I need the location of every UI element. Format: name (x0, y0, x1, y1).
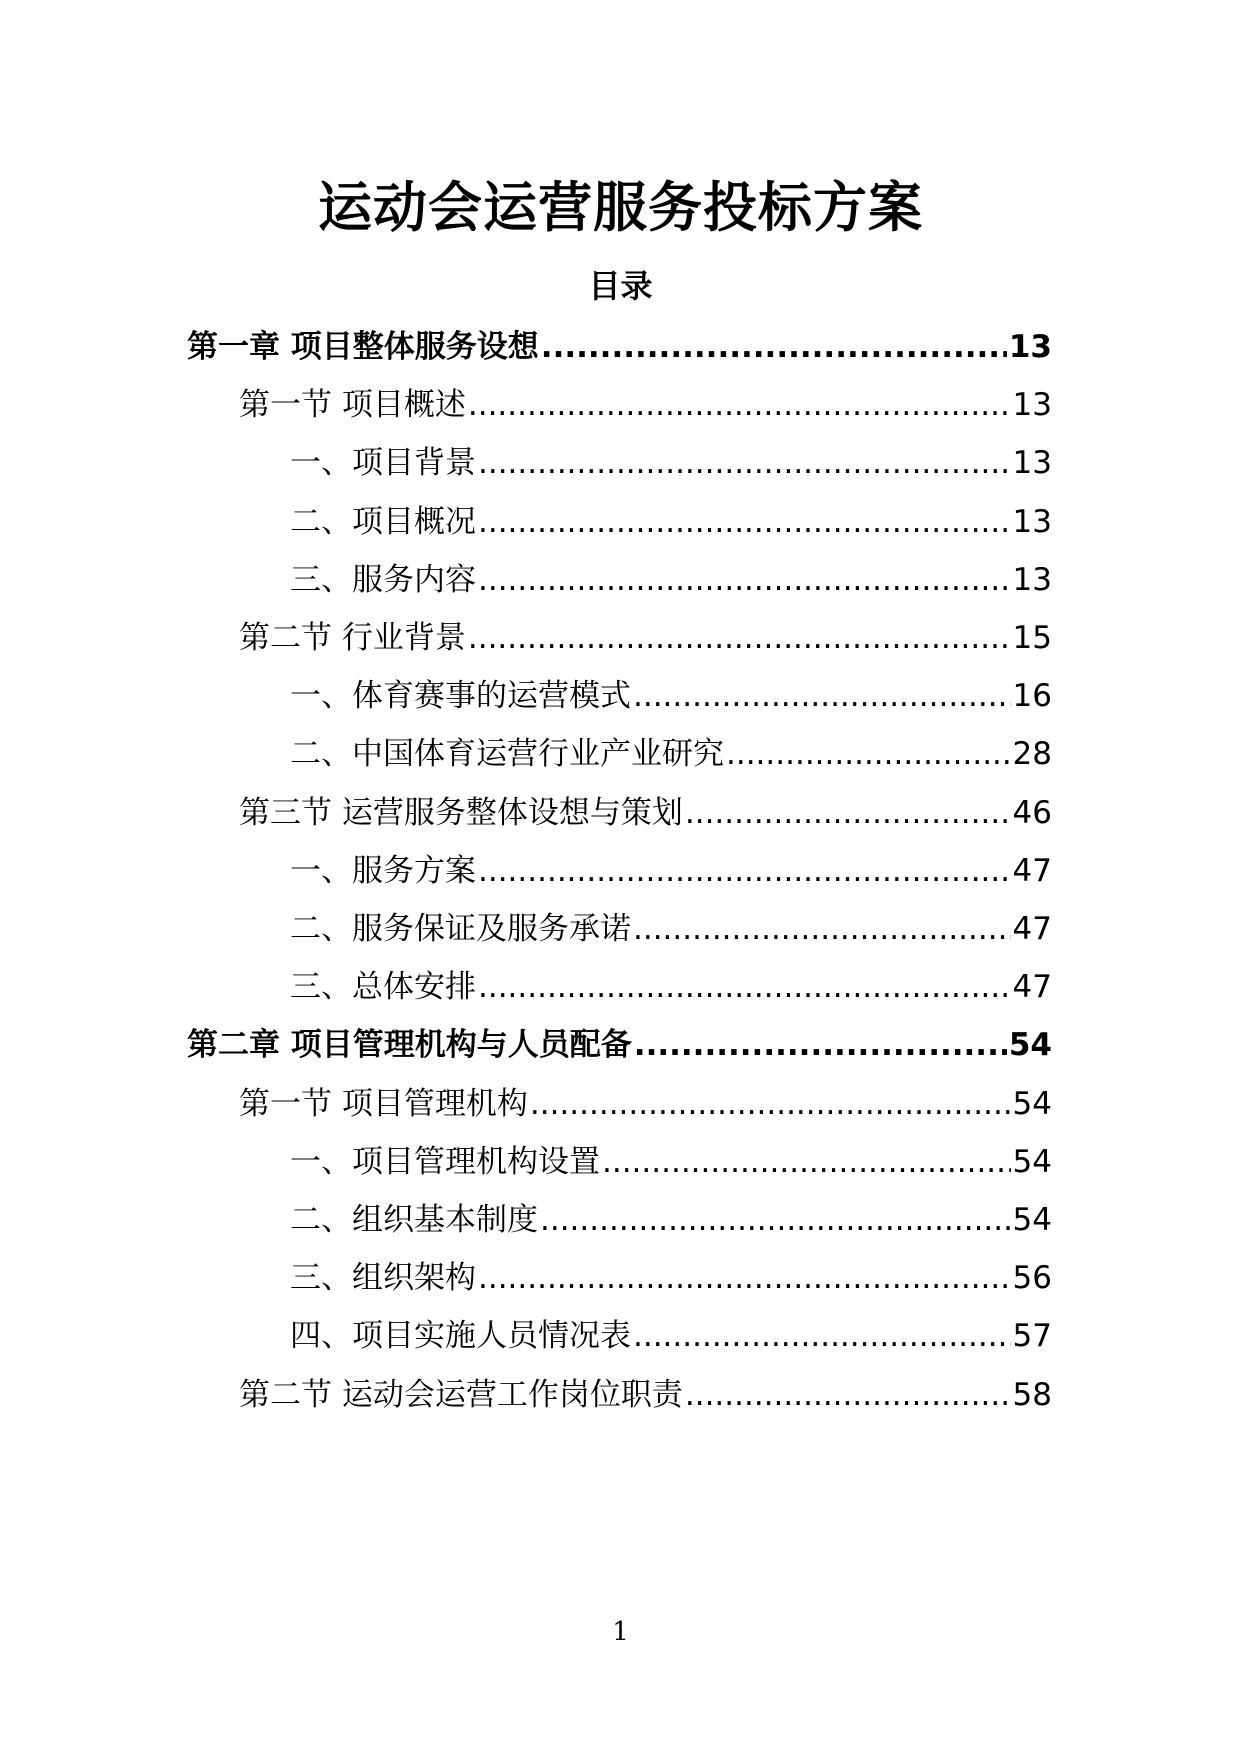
toc-dot-leader (726, 729, 1011, 779)
toc-entry-label: 二、中国体育运营行业产业研究 (290, 736, 724, 773)
toc-entry-label: 三、组织架构 (290, 1260, 476, 1297)
toc-entry[interactable] (290, 1311, 1052, 1361)
toc-entry[interactable] (290, 729, 1052, 779)
toc-dot-leader (478, 438, 1011, 488)
toc-entry-label: 三、服务内容 (290, 561, 476, 598)
toc-entry-label: 第一节 项目管理机构 (239, 1085, 528, 1122)
toc-entry[interactable] (290, 497, 1052, 547)
toc-dot-leader (468, 380, 1011, 430)
toc-entry-page-number: 56 (1012, 1260, 1052, 1297)
toc-entry-page-number: 47 (1012, 852, 1052, 889)
toc-dot-leader (478, 962, 1011, 1012)
toc-dot-leader (685, 788, 1011, 838)
toc-entry[interactable] (290, 1253, 1052, 1303)
toc-entry-page-number: 28 (1012, 736, 1052, 773)
toc-entry-page-number: 47 (1012, 969, 1052, 1006)
toc-heading: 目录 (588, 267, 653, 305)
toc-entry-label: 一、项目背景 (290, 445, 476, 482)
toc-dot-leader (685, 1370, 1011, 1420)
toc-entry-page-number: 15 (1012, 620, 1052, 656)
toc-entry-label: 一、服务方案 (290, 852, 476, 889)
toc-dot-leader (633, 904, 1011, 954)
toc-entry[interactable] (187, 1020, 1052, 1070)
toc-dot-leader (478, 1253, 1011, 1303)
toc-entry-label: 四、项目实施人员情况表 (290, 1318, 631, 1355)
toc-entry[interactable] (290, 438, 1052, 488)
toc-entry-label: 第一节 项目概述 (239, 387, 466, 424)
toc-entry-label: 第三节 运营服务整体设想与策划 (239, 794, 683, 831)
toc-entry-label: 第一章 项目整体服务设想 (187, 329, 539, 365)
toc-entry-label: 二、项目概况 (290, 503, 476, 540)
toc-dot-leader (478, 555, 1011, 605)
toc-entry[interactable] (290, 846, 1052, 896)
toc-entry[interactable] (290, 1137, 1052, 1187)
document-title: 运动会运营服务投标方案 (318, 176, 923, 239)
toc-entry-page-number: 57 (1012, 1318, 1052, 1355)
toc-dot-leader (633, 1311, 1011, 1361)
toc-entry-label: 一、项目管理机构设置 (290, 1143, 600, 1180)
toc-entry[interactable] (290, 1195, 1052, 1245)
toc-entry[interactable] (290, 904, 1052, 954)
toc-entry-page-number: 54 (1012, 1143, 1052, 1180)
toc-entry-page-number: 13 (1012, 561, 1052, 598)
toc-dot-leader (530, 1079, 1011, 1129)
toc-entry-page-number: 54 (1012, 1085, 1052, 1122)
toc-dot-leader (478, 497, 1011, 547)
toc-entry-page-number: 54 (1012, 1202, 1052, 1238)
toc-dot-leader (468, 613, 1011, 663)
toc-entry-label: 三、总体安排 (290, 969, 476, 1006)
toc-entry[interactable] (239, 613, 1052, 663)
toc-dot-leader (540, 1195, 1011, 1245)
toc-entry[interactable] (239, 788, 1052, 838)
page-number: 1 (612, 1617, 629, 1647)
toc-dot-leader (541, 322, 1007, 372)
toc-entry-page-number: 13 (1012, 445, 1052, 482)
toc-dot-leader (478, 846, 1011, 896)
toc-entry-page-number: 13 (1012, 503, 1052, 540)
toc-entry[interactable] (187, 322, 1052, 372)
toc-dot-leader (633, 671, 1011, 721)
toc-entry-label: 第二章 项目管理机构与人员配备 (187, 1027, 632, 1064)
toc-dot-leader (602, 1137, 1011, 1187)
toc-entry-page-number: 16 (1012, 678, 1052, 715)
toc-entry-label: 二、服务保证及服务承诺 (290, 911, 631, 947)
toc-entry-page-number: 46 (1012, 794, 1052, 831)
toc-entry-page-number: 47 (1012, 911, 1052, 947)
toc-entry-label: 第二节 运动会运营工作岗位职责 (239, 1376, 683, 1413)
toc-entry[interactable] (239, 1370, 1052, 1420)
toc-entry[interactable] (239, 380, 1052, 430)
toc-entry-page-number: 58 (1012, 1376, 1052, 1413)
toc-entry[interactable] (290, 962, 1052, 1012)
toc-entry-label: 一、体育赛事的运营模式 (290, 678, 631, 715)
toc-entry[interactable] (290, 671, 1052, 721)
toc-entry[interactable] (239, 1079, 1052, 1129)
toc-entry[interactable] (290, 555, 1052, 605)
toc-entry-page-number: 13 (1008, 329, 1052, 365)
toc-entry-label: 二、组织基本制度 (290, 1202, 538, 1238)
toc-entry-page-number: 54 (1008, 1027, 1052, 1064)
toc-entry-label: 第二节 行业背景 (239, 620, 466, 656)
toc-entry-page-number: 13 (1012, 387, 1052, 424)
toc-dot-leader (634, 1020, 1007, 1070)
